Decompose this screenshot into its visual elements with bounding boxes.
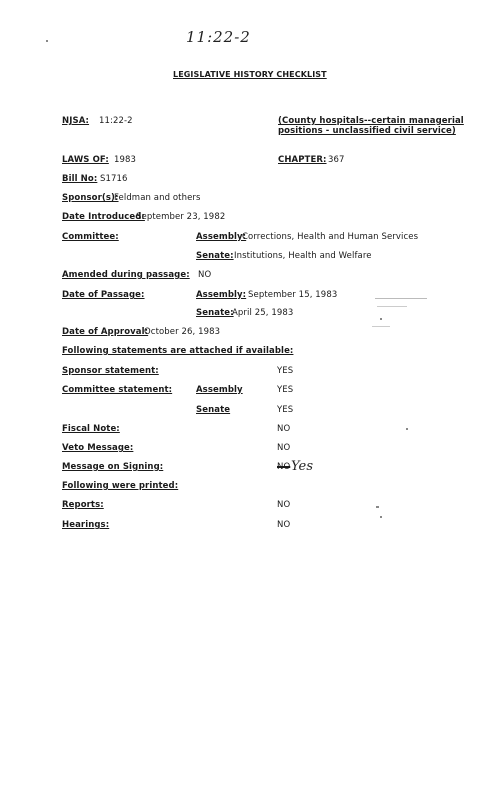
sponsors-value: Feldman and others <box>114 193 201 203</box>
scan-speck <box>380 318 382 320</box>
scan-speck <box>380 516 382 518</box>
passage-assembly-value: September 15, 1983 <box>248 290 338 300</box>
hearings-label: Hearings: <box>62 520 110 530</box>
statements-heading: Following statements are attached if available: <box>62 346 294 356</box>
committee-senate-value: Institutions, Health and Welfare <box>234 251 372 261</box>
passage-senate-label: Senate: <box>196 308 234 318</box>
date-introduced-value: September 23, 1982 <box>136 212 226 222</box>
printed-heading: Following were printed: <box>62 481 179 491</box>
date-of-approval-value: October 26, 1983 <box>144 327 221 337</box>
committee-statement-label: Committee statement: <box>62 385 173 395</box>
passage-senate-value: April 25, 1983 <box>232 308 294 318</box>
amended-label: Amended during passage: <box>62 270 190 280</box>
laws-of-value: 1983 <box>114 155 137 165</box>
scan-speck <box>376 506 379 508</box>
bill-no-value: S1716 <box>100 174 128 184</box>
committee-senate-label: Senate: <box>196 251 234 261</box>
reports-value: NO <box>277 500 291 510</box>
date-of-passage-label: Date of Passage: <box>62 290 145 300</box>
description-line-1: (County hospitals--certain managerial <box>278 116 464 126</box>
amended-value: NO <box>198 270 212 280</box>
passage-assembly-label: Assembly: <box>196 290 247 300</box>
scan-mark <box>377 306 407 307</box>
sponsor-statement-value: YES <box>277 366 294 376</box>
committee-statement-senate-value: YES <box>277 405 294 415</box>
committee-label: Committee: <box>62 232 119 242</box>
sponsors-label: Sponsor(s): <box>62 193 119 203</box>
description-line-2: positions - unclassified civil service) <box>278 126 456 136</box>
page-title: LEGISLATIVE HISTORY CHECKLIST <box>173 70 327 79</box>
date-of-approval-label: Date of Approval: <box>62 327 149 337</box>
handwritten-statute-number: 11:22-2 <box>186 28 251 46</box>
fiscal-note-value: NO <box>277 424 291 434</box>
bill-no-label: Bill No: <box>62 174 98 184</box>
message-on-signing-struck-value: NO <box>277 462 291 472</box>
chapter-value: 367 <box>328 155 345 165</box>
scan-speck <box>406 428 408 430</box>
scan-mark <box>372 326 390 327</box>
scan-speck <box>46 40 48 42</box>
date-introduced-label: Date Introduced: <box>62 212 145 222</box>
njsa-value: 11:22-2 <box>99 116 133 126</box>
sponsor-statement-label: Sponsor statement: <box>62 366 159 376</box>
chapter-label: CHAPTER: <box>278 155 327 165</box>
veto-message-label: Veto Message: <box>62 443 134 453</box>
message-on-signing-handwritten-value: Yes <box>291 459 314 474</box>
veto-message-value: NO <box>277 443 291 453</box>
fiscal-note-label: Fiscal Note: <box>62 424 120 434</box>
njsa-label: NJSA: <box>62 116 90 126</box>
message-on-signing-label: Message on Signing: <box>62 462 164 472</box>
scan-mark <box>375 298 427 299</box>
reports-label: Reports: <box>62 500 104 510</box>
committee-assembly-label: Assembly: <box>196 232 247 242</box>
committee-statement-assembly-value: YES <box>277 385 294 395</box>
committee-assembly-value: Corrections, Health and Human Services <box>242 232 419 242</box>
committee-statement-senate-label: Senate <box>196 405 231 415</box>
laws-of-label: LAWS OF: <box>62 155 109 165</box>
committee-statement-assembly-label: Assembly <box>196 385 243 395</box>
hearings-value: NO <box>277 520 291 530</box>
